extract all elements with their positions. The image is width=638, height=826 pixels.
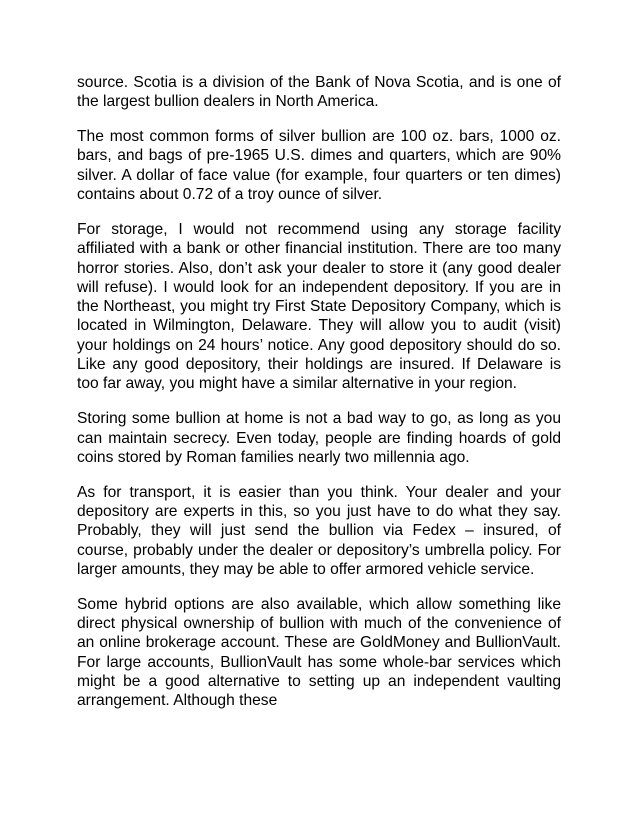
- paragraph-home-storage: Storing some bullion at home is not a bad way to go, as long as you can maintain secrecy. Even today, people are finding hoards of gold coins stored by Roman families nearly two millennia ago.: [77, 410, 561, 466]
- paragraph-storage: For storage, I would not recommend using any storage facility affiliated with a bank or other financial institution. There are too many horror stories. Also, don’t ask your dealer to store it (any good dealer will refuse). I would look for an independent depository. If you are in the Northeast, you might try First State Depository Company, which is located in Wilmington, Delaware. They will allow you to audit (visit) your holdings on 24 hours’ notice. Any good depository should do so. Like any good depository, their holdings are insured. If Delaware is too far away, you might have a similar alternative in your region.: [77, 220, 561, 393]
- paragraph-scotia: source. Scotia is a division of the Bank of Nova Scotia, and is one of the largest bullion dealers in North America.: [77, 74, 561, 111]
- paragraph-hybrid-options: Some hybrid options are also available, which allow something like direct physical ownership of bullion with much of the convenience of an online brokerage account. These are GoldMoney and BullionVault. For large accounts, BullionVault has some whole-bar services which might be a good alternative to setting up an independent vaulting arrangement. Although these: [77, 595, 561, 710]
- document-page: [77, 73, 561, 711]
- paragraph-silver-forms: The most common forms of silver bullion are 100 oz. bars, 1000 oz. bars, and bags of pre-1965 U.S. dimes and quarters, which are 90% silver. A dollar of face value (for example, four quarters or ten dimes) contains about 0.72 of a troy ounce of silver.: [77, 128, 561, 204]
- paragraph-transport: As for transport, it is easier than you think. Your dealer and your depository are experts in this, so you just have to do what they say. Probably, they will just send the bullion via Fedex – insured, of course, probably under the dealer or depository’s umbrella policy. For larger amounts, they may be able to offer armored vehicle service.: [77, 483, 561, 578]
